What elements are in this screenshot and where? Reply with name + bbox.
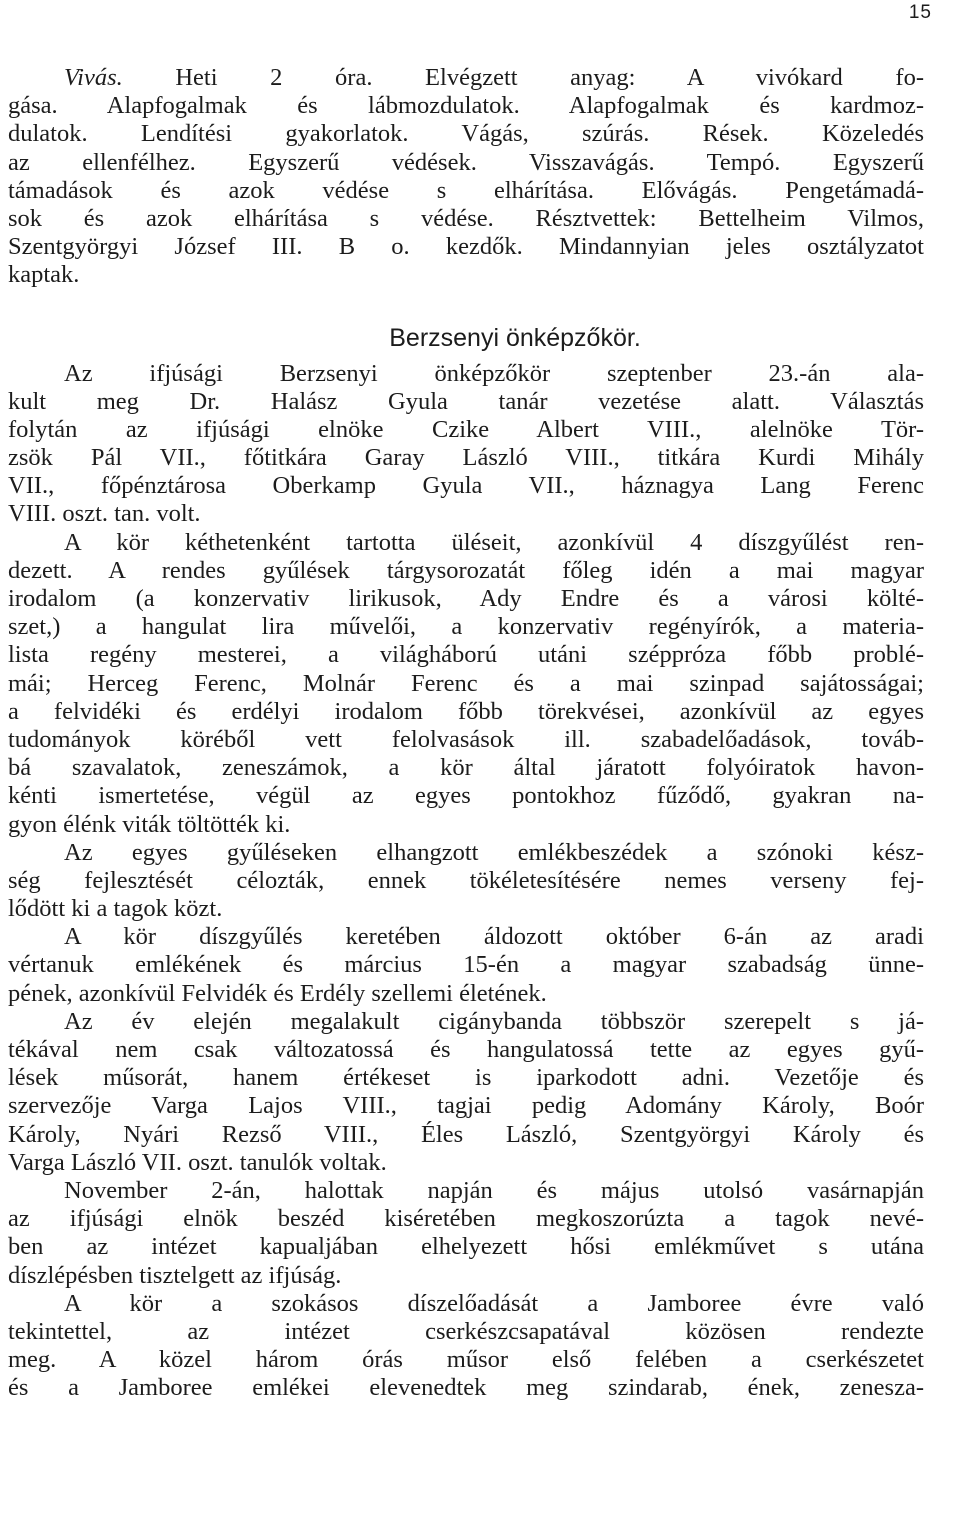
text-line: bá szavalatok, zeneszámok, a kör által járatott folyóiratok havon-	[8, 754, 924, 782]
text-line: VII., főpénztárosa Oberkamp Gyula VII., háznagya Lang Ferenc	[8, 472, 924, 500]
text-line: A kör díszgyűlés keretében áldozott október 6-án az aradi	[64, 923, 924, 951]
text-line: az ellenfélhez. Egyszerű védések. Visszavágás. Tempó. Egyszerű	[8, 148, 924, 176]
text-line: vértanuk emlékének és március 15-én a magyar szabadság ünne-	[8, 951, 924, 979]
text-line: VIII. oszt. tan. volt.	[8, 500, 201, 528]
text-line: szervezője Varga Lajos VIII., tagjai pedig Adomány Károly, Boór	[8, 1092, 924, 1120]
text-line: gása. Alapfogalmak és lábmozdulatok. Alapfogalmak és kardmoz-	[8, 92, 924, 120]
text-line: Károly, Nyári Rezső VIII., Éles László, Szentgyörgyi Károly és	[8, 1120, 924, 1148]
vivas-section	[0, 64, 960, 290]
text-line: tekintettel, az intézet cserkészcsapatával közösen rendezte	[8, 1317, 924, 1345]
text-line: meg. A közel három órás műsor első felében a cserkészetet	[8, 1346, 924, 1374]
text-line: Szentgyörgyi József III. B o. kezdők. Mindannyian jeles osztályzatot	[8, 233, 924, 261]
text-line: sok és azok elhárítása s védése. Résztvettek: Bettelheim Vilmos,	[8, 204, 924, 232]
text-line: lődött ki a tagok közt.	[8, 895, 223, 923]
text-line: a felvidéki és erdélyi irodalom főbb törekvései, azonkívül az egyes	[8, 697, 924, 725]
text-line: lések műsorát, hanem értékeset is iparkodott adni. Vezetője és	[8, 1064, 924, 1092]
text-line: Varga László VII. oszt. tanulók voltak.	[8, 1148, 387, 1176]
vivas-label: Vivás.	[64, 64, 123, 91]
text-line: tékával nem csak változatossá és hangulatossá tette az egyes gyű-	[8, 1036, 924, 1063]
text-line: kaptak.	[8, 261, 80, 289]
text-line: A kör kéthetenként tartotta üléseit, azonkívül 4 díszgyűlést ren-	[64, 528, 924, 556]
text-line: és a Jamboree emlékei elevenedtek meg szindarab, ének, zenesza-	[8, 1374, 924, 1402]
text-line: díszlépésben tisztelgett az ifjúság.	[8, 1261, 342, 1289]
text-line: ben az intézet kapualjában elhelyezett hősi emlékművet s utána	[8, 1233, 924, 1261]
text-line: irodalom (a konzervativ lirikusok, Ady Endre és a városi költé-	[8, 585, 924, 612]
text-line: gyon élénk viták töltötték ki.	[8, 810, 291, 838]
section-heading: Berzsenyi önképzőkör.	[389, 323, 641, 352]
text-line: dezett. A rendes gyűlések tárgysorozatát főleg idén a mai magyar	[8, 556, 924, 584]
text-line: pének, azonkívül Felvidék és Erdély szellemi életének.	[8, 979, 547, 1007]
text-line: November 2-án, halottak napján és május utolsó vasárnapján	[64, 1176, 924, 1204]
onkepzokor-section	[0, 360, 960, 1403]
text-line: zsök Pál VII., főtitkára Garay László VIII., titkára Kurdi Mihály	[8, 444, 924, 472]
text-line: dulatok. Lendítési gyakorlatok. Vágás, szúrás. Rések. Közeledés	[8, 120, 924, 148]
page-body	[0, 64, 960, 1402]
text-line: szet,) a hangulat lira művelői, a konzervativ regényírók, a materia-	[8, 613, 924, 641]
text-line: támadások és azok védése s elhárítása. Elővágás. Pengetámadá-	[8, 176, 924, 204]
page-number: 15	[908, 2, 932, 23]
text-line: folytán az ifjúsági elnöke Czike Albert VIII., alelnöke Tör-	[8, 415, 924, 443]
text-line: Az egyes gyűléseken elhangzott emlékbeszédek a szónoki kész-	[64, 838, 924, 866]
text-line: lista regény mesterei, a világháború utáni széppróza főbb problé-	[8, 641, 924, 669]
text-line: Vivás. Heti 2 óra. Elvégzett anyag: A vivókard fo-	[64, 64, 924, 91]
text-line: az ifjúsági elnök beszéd kiséretében megkoszorúzta a tagok nevé-	[8, 1205, 924, 1233]
text-line: tudományok köréből vett felolvasások ill. szabadelőadások, továb-	[8, 725, 924, 753]
text-line: kénti ismertetése, végül az egyes pontokhoz fűződő, gyakran na-	[8, 782, 924, 810]
text-line: Az év elején megalakult cigánybanda többször szerepelt s já-	[64, 1007, 924, 1035]
text-line: Az ifjúsági Berzsenyi önképzőkör szeptenber 23.-án ala-	[64, 359, 924, 387]
text-line: kult meg Dr. Halász Gyula tanár vezetése alatt. Választás	[8, 387, 924, 415]
text-line: A kör a szokásos díszelőadását a Jamboree évre való	[64, 1289, 924, 1317]
text-line: ség fejlesztését célozták, ennek tökéletesítésére nemes verseny fej-	[8, 866, 924, 894]
text-line: mái; Herceg Ferenc, Molnár Ferenc és a mai szinpad sajátosságai;	[8, 669, 924, 697]
